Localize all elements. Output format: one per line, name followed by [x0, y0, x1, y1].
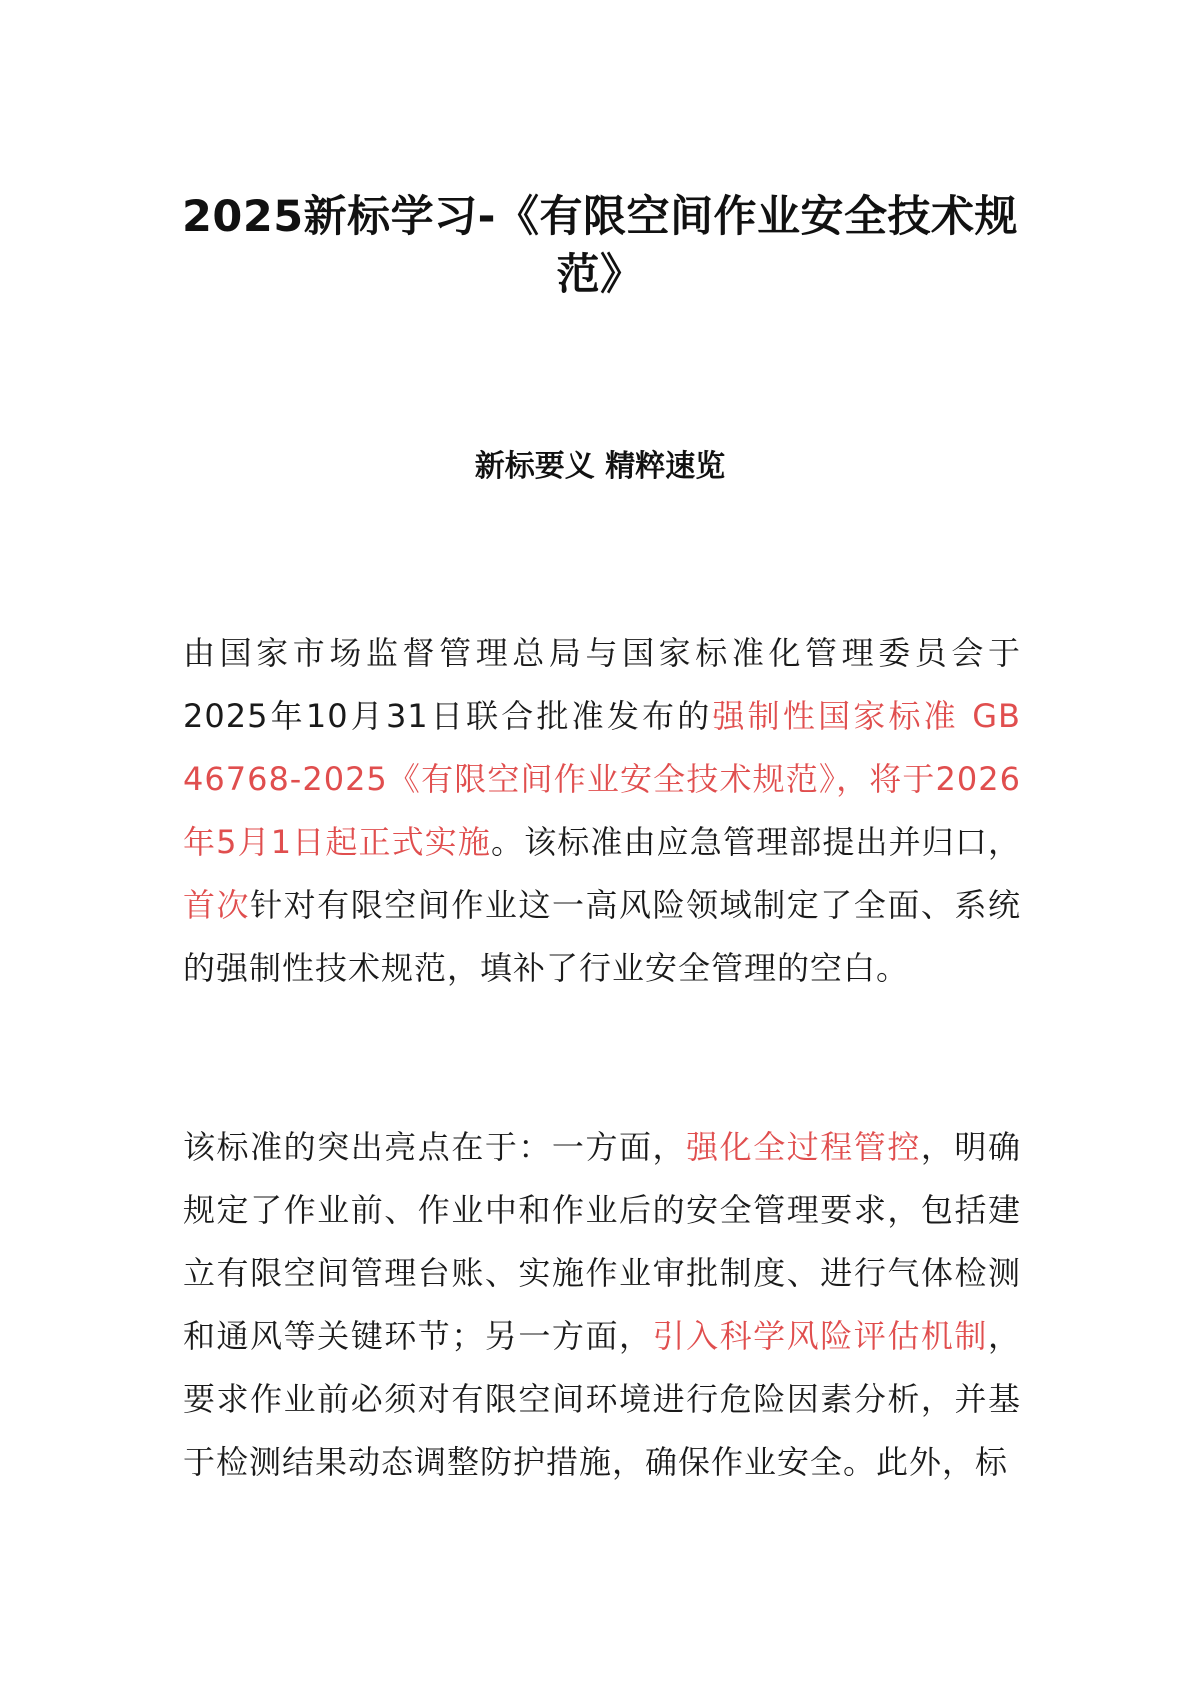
- full-process-control-highlight: 强化全过程管控: [686, 1128, 921, 1166]
- paragraph-intro: [183, 622, 1021, 1000]
- standard-highlight: 强制性国家标准 GB 46768-2025《有限空间作业安全技术规范》，将于2026年5月1日起正式实施: [183, 697, 1021, 861]
- risk-assessment-highlight: 引入科学风险评估机制: [652, 1317, 988, 1355]
- paragraph-intro-text: 由国家市场监督管理总局与国家标准化管理委员会于2025年10月31日联合批准发布的: [183, 634, 1021, 735]
- document-subtitle: 新标要义 精粹速览: [474, 449, 726, 484]
- paragraph-highlights-text: ，要求作业前必须对有限空间环境进行危险因素分析，并基于检测结果动态调整防护措施，确保作业安全。此外，标: [183, 1317, 1021, 1481]
- document-title: 2025新标学习-《有限空间作业安全技术规范》: [181, 192, 1019, 300]
- paragraph-highlights: [183, 1116, 1021, 1494]
- paragraph-intro-text: 针对有限空间作业这一高风险领域制定了全面、系统的强制性技术规范，填补了行业安全管理的空白。: [183, 886, 1021, 987]
- paragraph-intro-text: 。该标准由应急管理部提出并归口，: [491, 823, 1021, 861]
- first-time-highlight: 首次: [183, 886, 251, 924]
- paragraph-highlights-text: 该标准的突出亮点在于：一方面，: [183, 1128, 687, 1166]
- paragraph-highlights-text: ，明确规定了作业前、作业中和作业后的安全管理要求，包括建立有限空间管理台账、实施作业审批制度、进行气体检测和通风等关键环节；另一方面，: [183, 1128, 1021, 1355]
